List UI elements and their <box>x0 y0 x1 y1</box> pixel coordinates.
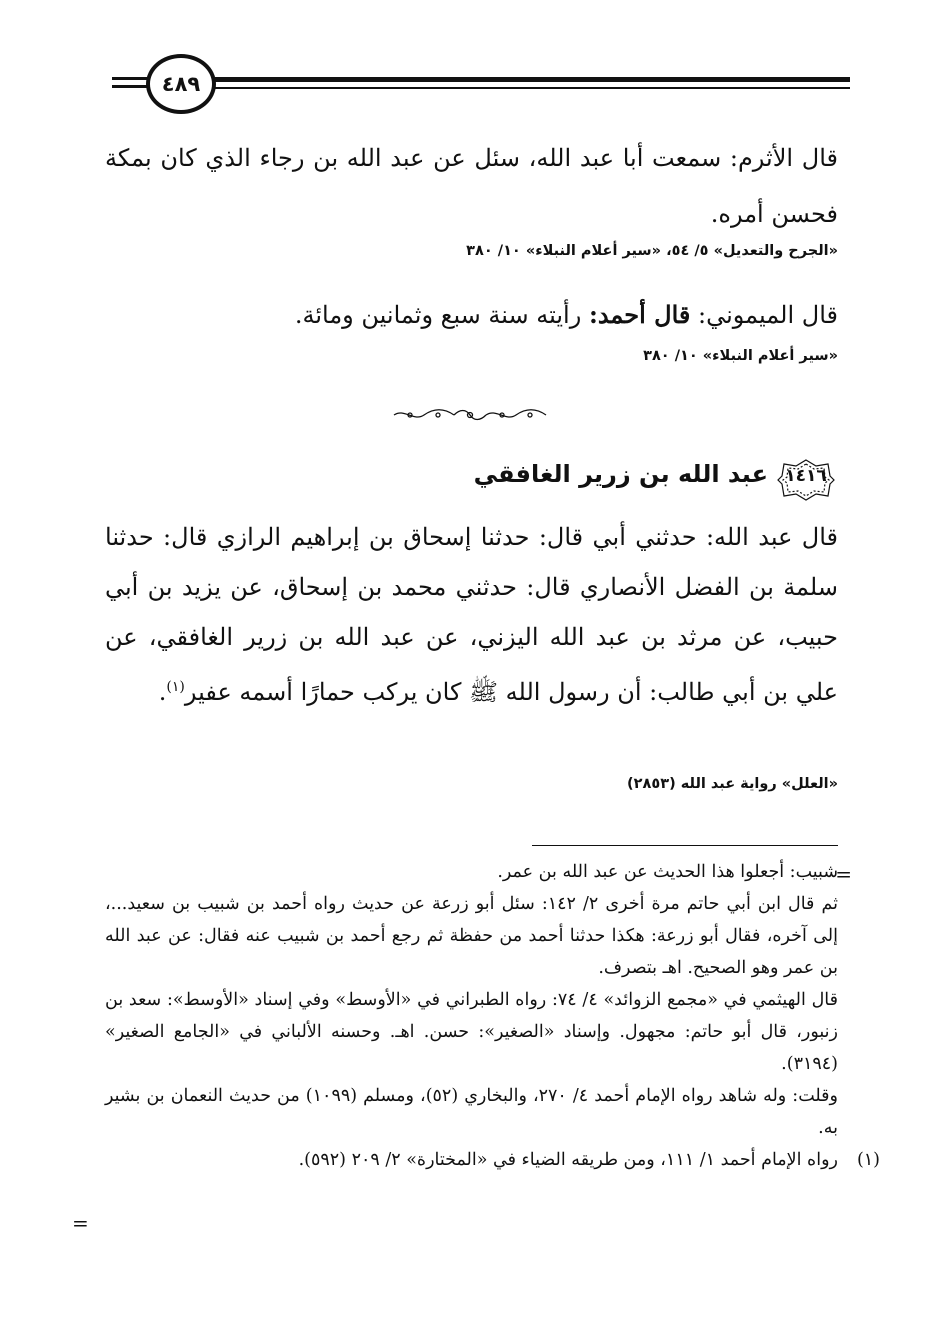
reference-maymuni: «سير أعلام النبلاء» ١٠/ ٣٨٠ <box>643 348 838 364</box>
entry-text <box>105 512 838 717</box>
reference-ilal: «العلل» رواية عبد الله (٢٨٥٣) <box>627 776 838 792</box>
footnote-1-continuation-mark: = <box>72 1211 89 1235</box>
paragraph-athram: قال الأثرم: سمعت أبا عبد الله، سئل عن عبد الله بن رجاء الذي كان بمكة فحسن أمره. <box>105 144 838 228</box>
entry-title: عبد الله بن زرير الغافقي <box>473 460 768 488</box>
header-rule-thick <box>205 77 850 82</box>
footnote-1-marker: (١) <box>856 1150 880 1170</box>
paragraph-maymuni <box>105 287 838 343</box>
footnote-continuation-mark: = <box>835 862 852 886</box>
footnote-line: وقلت: وله شاهد رواه الإمام أحمد ٤/ ٢٧٠، والبخاري (٥٢)، ومسلم (١٠٩٩) من حديث النعمان بن بشير به. <box>105 1086 838 1138</box>
footnote-1 <box>105 1144 880 1176</box>
entry-text-body: حدثنا إسحاق بن إبراهيم الرازي قال: حدثنا سلمة بن الفضل الأنصاري قال: حدثني محمد بن إسحاق، عن يزيد بن أبي حبيب، عن مرثد بن عبد الله اليزني، عن عبد الله بن زرير الغافقي، عن علي بن أبي طالب: أن رسول الله ﷺ كان يركب حمارًا أسمه عفير <box>105 523 838 706</box>
paragraph-maymuni-bold: قال أحمد: <box>588 300 691 329</box>
paragraph-maymuni-lead: قال الميموني: <box>690 301 838 329</box>
paragraph-maymuni-rest: رأيته سنة سبع وثمانين ومائة. <box>294 301 589 329</box>
footnote-line: قال الهيثمي في «مجمع الزوائد» ٤/ ٧٤: رواه الطبراني في «الأوسط» وفي إسناد «الأوسط»: سعد بن زنبور، قال أبو حاتم: مجهول. وإسناد «الصغير»: حسن. اهـ. وحسنه الألباني في «الجامع الصغير» (٣١٩٤). <box>105 990 839 1074</box>
header-rule-thin <box>205 87 850 89</box>
footnote-line: شبيب: أجعلوا هذا الحديث عن عبد الله بن عمر. <box>497 862 838 882</box>
footnotes <box>105 856 880 1176</box>
reference-athram: «الجرح والتعديل» ٥/ ٥٤، «سير أعلام النبلاء» ١٠/ ٣٨٠ <box>466 243 838 259</box>
footnote-1-text: رواه الإمام أحمد ١/ ١١١، ومن طريقه الضياء في «المختارة» ٢/ ٢٠٩ (٥٩٢). <box>298 1150 838 1170</box>
entry-text-end: . <box>158 678 167 706</box>
entry-number: ١٤١٦ <box>785 466 827 486</box>
footnote-separator <box>532 845 838 846</box>
ornament-divider <box>390 406 550 424</box>
footnote-line: ثم قال ابن أبي حاتم مرة أخرى ٢/ ١٤٢: سئل أبو زرعة عن حديث رواه أحمد بن شبيب بن سعيد...، إلى آخره، فقال أبو زرعة: هكذا حدثنا أحمد من حفظة ثم رجع أحمد بن شبيب عنه فقال: عن عبد الله بن عمر وهو الصحيح. اهـ بتصرف. <box>105 894 838 978</box>
page-number: ٤٨٩ <box>146 54 216 114</box>
entry-text-lead: قال عبد الله: حدثني أبي قال: <box>538 523 838 551</box>
footnote-ref-1: (١) <box>166 679 185 695</box>
